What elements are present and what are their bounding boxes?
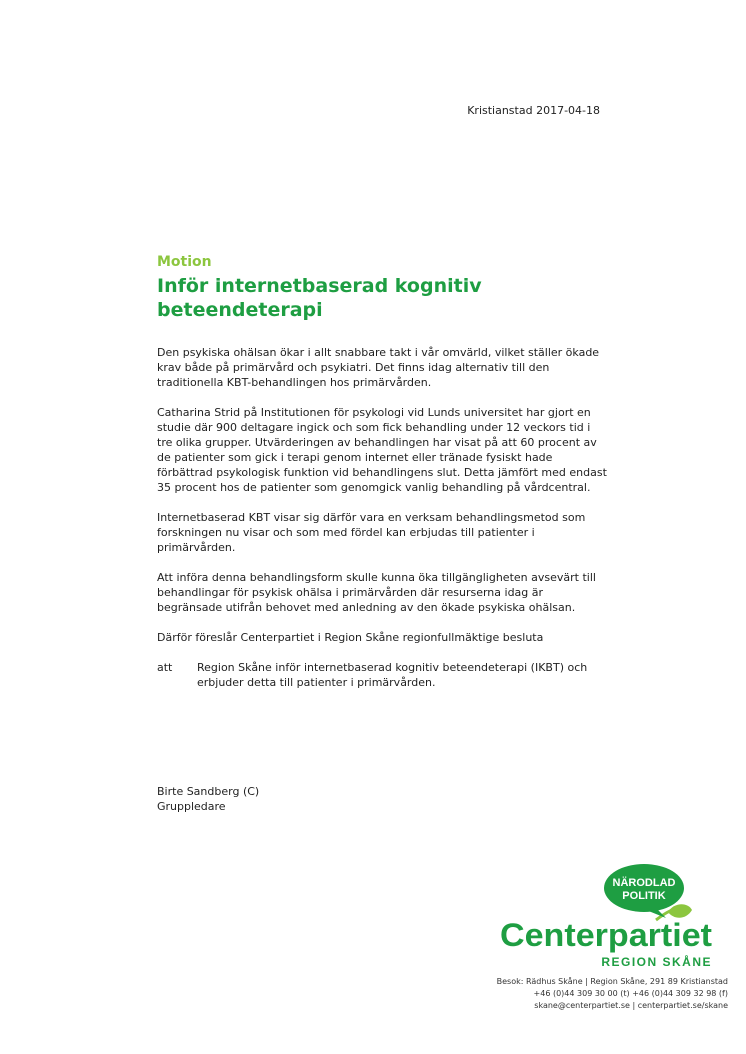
document-date: Kristianstad 2017-04-18: [467, 104, 600, 117]
signature-role: Gruppledare: [157, 800, 226, 813]
decision-clause: [157, 660, 607, 690]
contact-footer: [460, 976, 728, 1012]
paragraph-conclusion: Internetbaserad KBT visar sig därför vara en verksam behandlingsmetod som forskningen nu visar och som med fördel kan erbjudas till patienter i primärvården.: [157, 511, 586, 554]
document-type-label: Motion: [157, 254, 212, 270]
clause-text: Region Skåne inför internetbaserad kognitiv beteendeterapi (IKBT) och erbjuder detta till patienter i primärvården.: [197, 661, 588, 689]
badge-line2: POLITIK: [622, 890, 666, 902]
clause-prefix: att: [157, 661, 173, 674]
footer-web: skane@centerpartiet.se | centerpartiet.se/skane: [534, 1001, 728, 1010]
paragraph-study: Catharina Strid på Institutionen för psykologi vid Lunds universitet har gjort en studie där 900 deltagare ingick och som fick behandling under 12 veckors tid i tre olika grupper. Utvärderingen av behandlingen har visat på att 60 procent av de patienter som gick i terapi genom internet eller tränade fysiskt hade förbättrad psykologisk funktion vid behandlingens slut. Detta jämfört med endast 35 procent hos de patienter som genomgick vanlig behandling på vårdcentral.: [157, 406, 607, 494]
paragraph-proposal: Att införa denna behandlingsform skulle kunna öka tillgängligheten avsevärt till behandlingar för psykisk ohälsa i primärvården där resurserna idag är begränsade utifrån behovet med anledning av den ökade psykiska ohälsan.: [157, 571, 596, 614]
signature-block: [157, 784, 259, 814]
signature-name: Birte Sandberg (C): [157, 785, 260, 798]
centerpartiet-logo: [496, 862, 722, 972]
footer-phone: +46 (0)44 309 30 00 (t) +46 (0)44 309 32 98 (f): [533, 989, 728, 998]
logo-wordmark: Centerpartiet: [500, 917, 713, 953]
paragraph-intro: Den psykiska ohälsan ökar i allt snabbare takt i vår omvärld, vilket ställer ökade krav både på primärvård och psykiatri. Det finns idag alternativ till den traditionella KBT-behandlingen hos primärvården.: [157, 346, 600, 389]
footer-address: Besok: Rädhus Skåne | Region Skåne, 291 89 Kristianstad: [496, 977, 728, 986]
badge-line1: NÄRODLAD: [612, 877, 676, 889]
document-title: Inför internetbaserad kognitiv beteendeterapi: [157, 275, 482, 321]
document-body: [157, 345, 607, 690]
paragraph-decision-intro: Därför föreslår Centerpartiet i Region Skåne regionfullmäktige besluta: [157, 631, 544, 644]
logo-region: REGION SKÅNE: [601, 955, 712, 969]
